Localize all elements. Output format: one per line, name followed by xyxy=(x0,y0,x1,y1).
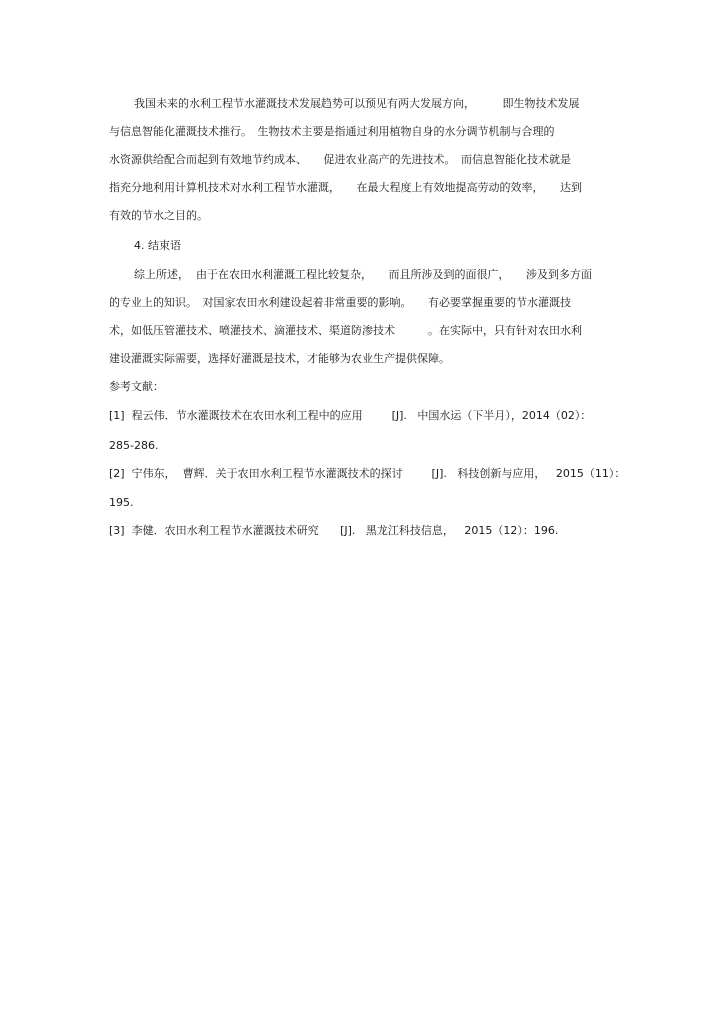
body-line: 指充分地利用计算机技术对水利工程节水灌溉， 在最大程度上有效地提高劳动的效率， 达到 xyxy=(109,181,582,194)
body-line: 的专业上的知识。 对国家农田水利建设起着非常重要的影响。 有必要掌握重要的节水灌溉技 xyxy=(109,296,571,309)
references-title: 参考文献： xyxy=(109,380,164,393)
reference-item: [1] 程云伟．节水灌溉技术在农田水利工程中的应用 [J]. 中国水运（下半月），2014（02）： xyxy=(109,409,592,422)
body-line: 与信息智能化灌溉技术推行。 生物技术主要是指通过利用植物自身的水分调节机制与合理的 xyxy=(109,125,555,138)
section-heading: 4. 结束语 xyxy=(134,239,181,252)
reference-item: 285-286. xyxy=(109,439,159,452)
body-line: 有效的节水之目的。 xyxy=(109,209,208,222)
reference-item: [2] 宁伟东， 曹辉．关于农田水利工程节水灌溉技术的探讨 [J]. 科技创新与应用， 2015（11）： xyxy=(109,467,626,480)
body-line: 术，如低压管灌技术、喷灌技术、滴灌技术、渠道防渗技术 。在实际中，只有针对农田水利 xyxy=(109,324,582,337)
body-line: 综上所述， 由于在农田水利灌溉工程比较复杂， 而且所涉及到的面很广， 涉及到多方面 xyxy=(134,268,592,281)
body-line: 建设灌溉实际需要，选择好灌溉是技术，才能够为农业生产提供保障。 xyxy=(109,352,450,365)
reference-item: 195. xyxy=(109,496,134,509)
body-line: 我国未来的水利工程节水灌溉技术发展趋势可以预见有两大发展方向， 即生物技术发展 xyxy=(134,97,580,110)
body-line: 水资源供给配合而起到有效地节约成本、 促进农业高产的先进技术。 而信息智能化技术就是 xyxy=(109,153,571,166)
reference-item: [3] 李健．农田水利工程节水灌溉技术研究 [J]. 黑龙江科技信息， 2015（12）：196. xyxy=(109,524,559,537)
